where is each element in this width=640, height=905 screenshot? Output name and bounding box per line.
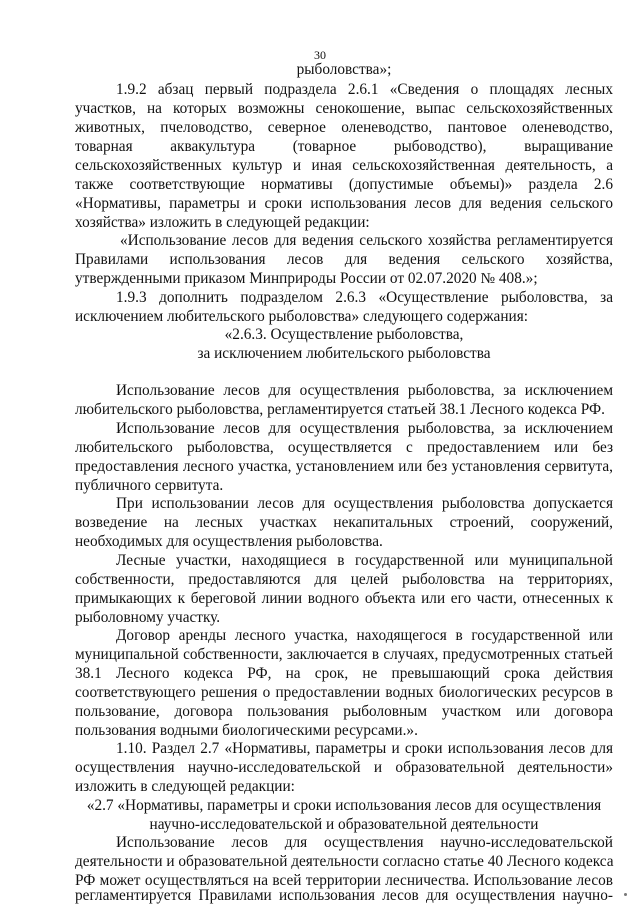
text-line: собственности, предоставляются для целей рыболовства на территориях, xyxy=(75,571,613,588)
text-line: любительского рыболовства, осуществляется с предоставлением или без xyxy=(75,439,613,456)
text-line: возведение на лесных участках некапитальных строений, сооружений, xyxy=(75,514,613,531)
text-line: исключением любительского рыболовства» следующего содержания: xyxy=(75,308,528,325)
text-line: «Нормативы, параметры и сроки использования лесов для ведения сельского xyxy=(75,195,613,212)
section-heading: «2.7 «Нормативы, параметры и сроки использования лесов для осуществления xyxy=(86,797,602,814)
text-line: 38.1 Лесного кодекса РФ, на срок, не превышающий срока действия xyxy=(75,665,613,682)
text-line: участков, на которых возможны сенокошение, выпас сельскохозяйственных xyxy=(75,100,613,117)
paragraph-first-line: Договор аренды лесного участка, находящегося в государственной или xyxy=(116,627,613,644)
text-line: рыболовства»; xyxy=(296,61,392,78)
text-line: сельскохозяйственных культур и иная сельскохозяйственная деятельность, а xyxy=(75,157,613,174)
paragraph-first-line: Использование лесов для осуществления рыболовства, за исключением xyxy=(116,420,613,437)
subsection-heading: «2.6.3. Осуществление рыболовства, xyxy=(224,326,464,343)
section-heading: научно-исследовательской и образовательной деятельности xyxy=(149,816,539,833)
text-line: регламентируется Правилами использования лесов для осуществления научно- xyxy=(75,887,613,904)
text-line: необходимых для осуществления рыболовства. xyxy=(75,533,383,550)
text-line: муниципальной собственности, заключается в случаях, предусмотренных статьей xyxy=(75,646,613,663)
text-line: деятельности и образовательной деятельности согласно статье 40 Лесного кодекса xyxy=(75,853,614,870)
text-line: хозяйства» изложить в следующей редакции: xyxy=(75,214,370,231)
text-line: Правилами использования лесов для ведения сельского хозяйства, xyxy=(75,251,613,268)
scan-speck xyxy=(624,893,627,896)
text-line: соответствующего решения о предоставлении водных биологических ресурсов в xyxy=(75,684,613,701)
page-number: 30 xyxy=(314,48,326,62)
paragraph-first-line: 1.10. Раздел 2.7 «Нормативы, параметры и сроки использования лесов для xyxy=(116,740,613,757)
text-line: РФ может осуществляться на всей территории лесничества. Использование лесов xyxy=(75,872,613,889)
paragraph-first-line: «Использование лесов для ведения сельского хозяйства регламентируется xyxy=(120,232,613,249)
text-line: публичного сервитута. xyxy=(75,477,224,494)
text-line: рыболовному участку. xyxy=(75,609,221,626)
paragraph-first-line: Использование лесов для осуществления рыболовства, за исключением xyxy=(116,382,613,399)
text-line: животных, пчеловодство, северное оленеводство, пантовое оленеводство, xyxy=(75,119,613,136)
subsection-heading: за исключением любительского рыболовства xyxy=(197,345,491,362)
text-line: товарная аквакультура (товарное рыбоводство), выращивание xyxy=(75,138,613,155)
text-line: пользования водными биологическими ресурсами.». xyxy=(75,722,418,739)
paragraph-first-line: При использовании лесов для осуществления рыболовства допускается xyxy=(116,495,613,512)
text-line: изложить в следующей редакции: xyxy=(75,778,295,795)
paragraph-first-line: 1.9.2 абзац первый подраздела 2.6.1 «Сведения о площадях лесных xyxy=(116,81,613,98)
text-line: также соответствующие нормативы (допустимые объемы)» раздела 2.6 xyxy=(75,176,613,193)
text-line: пользование, договора пользования рыболовным участком или договора xyxy=(75,703,613,720)
text-line: предоставления лесного участка, установлением или без установления сервитута, xyxy=(75,458,613,475)
paragraph-first-line: 1.9.3 дополнить подразделом 2.6.3 «Осуществление рыболовства, за xyxy=(116,289,613,306)
text-line: утвержденными приказом Минприроды России от 02.07.2020 № 408.»; xyxy=(75,270,538,287)
text-line: осуществления научно-исследовательской и образовательной деятельности» xyxy=(75,759,613,776)
text-line: примыкающих к береговой линии водного объекта или его части, отнесенных к xyxy=(75,590,613,607)
paragraph-first-line: Использование лесов для осуществления научно-исследовательской xyxy=(116,834,613,851)
text-line: любительского рыболовства, регламентируется статьей 38.1 Лесного кодекса РФ. xyxy=(75,401,605,418)
paragraph-first-line: Лесные участки, находящиеся в государственной или муниципальной xyxy=(116,552,613,569)
